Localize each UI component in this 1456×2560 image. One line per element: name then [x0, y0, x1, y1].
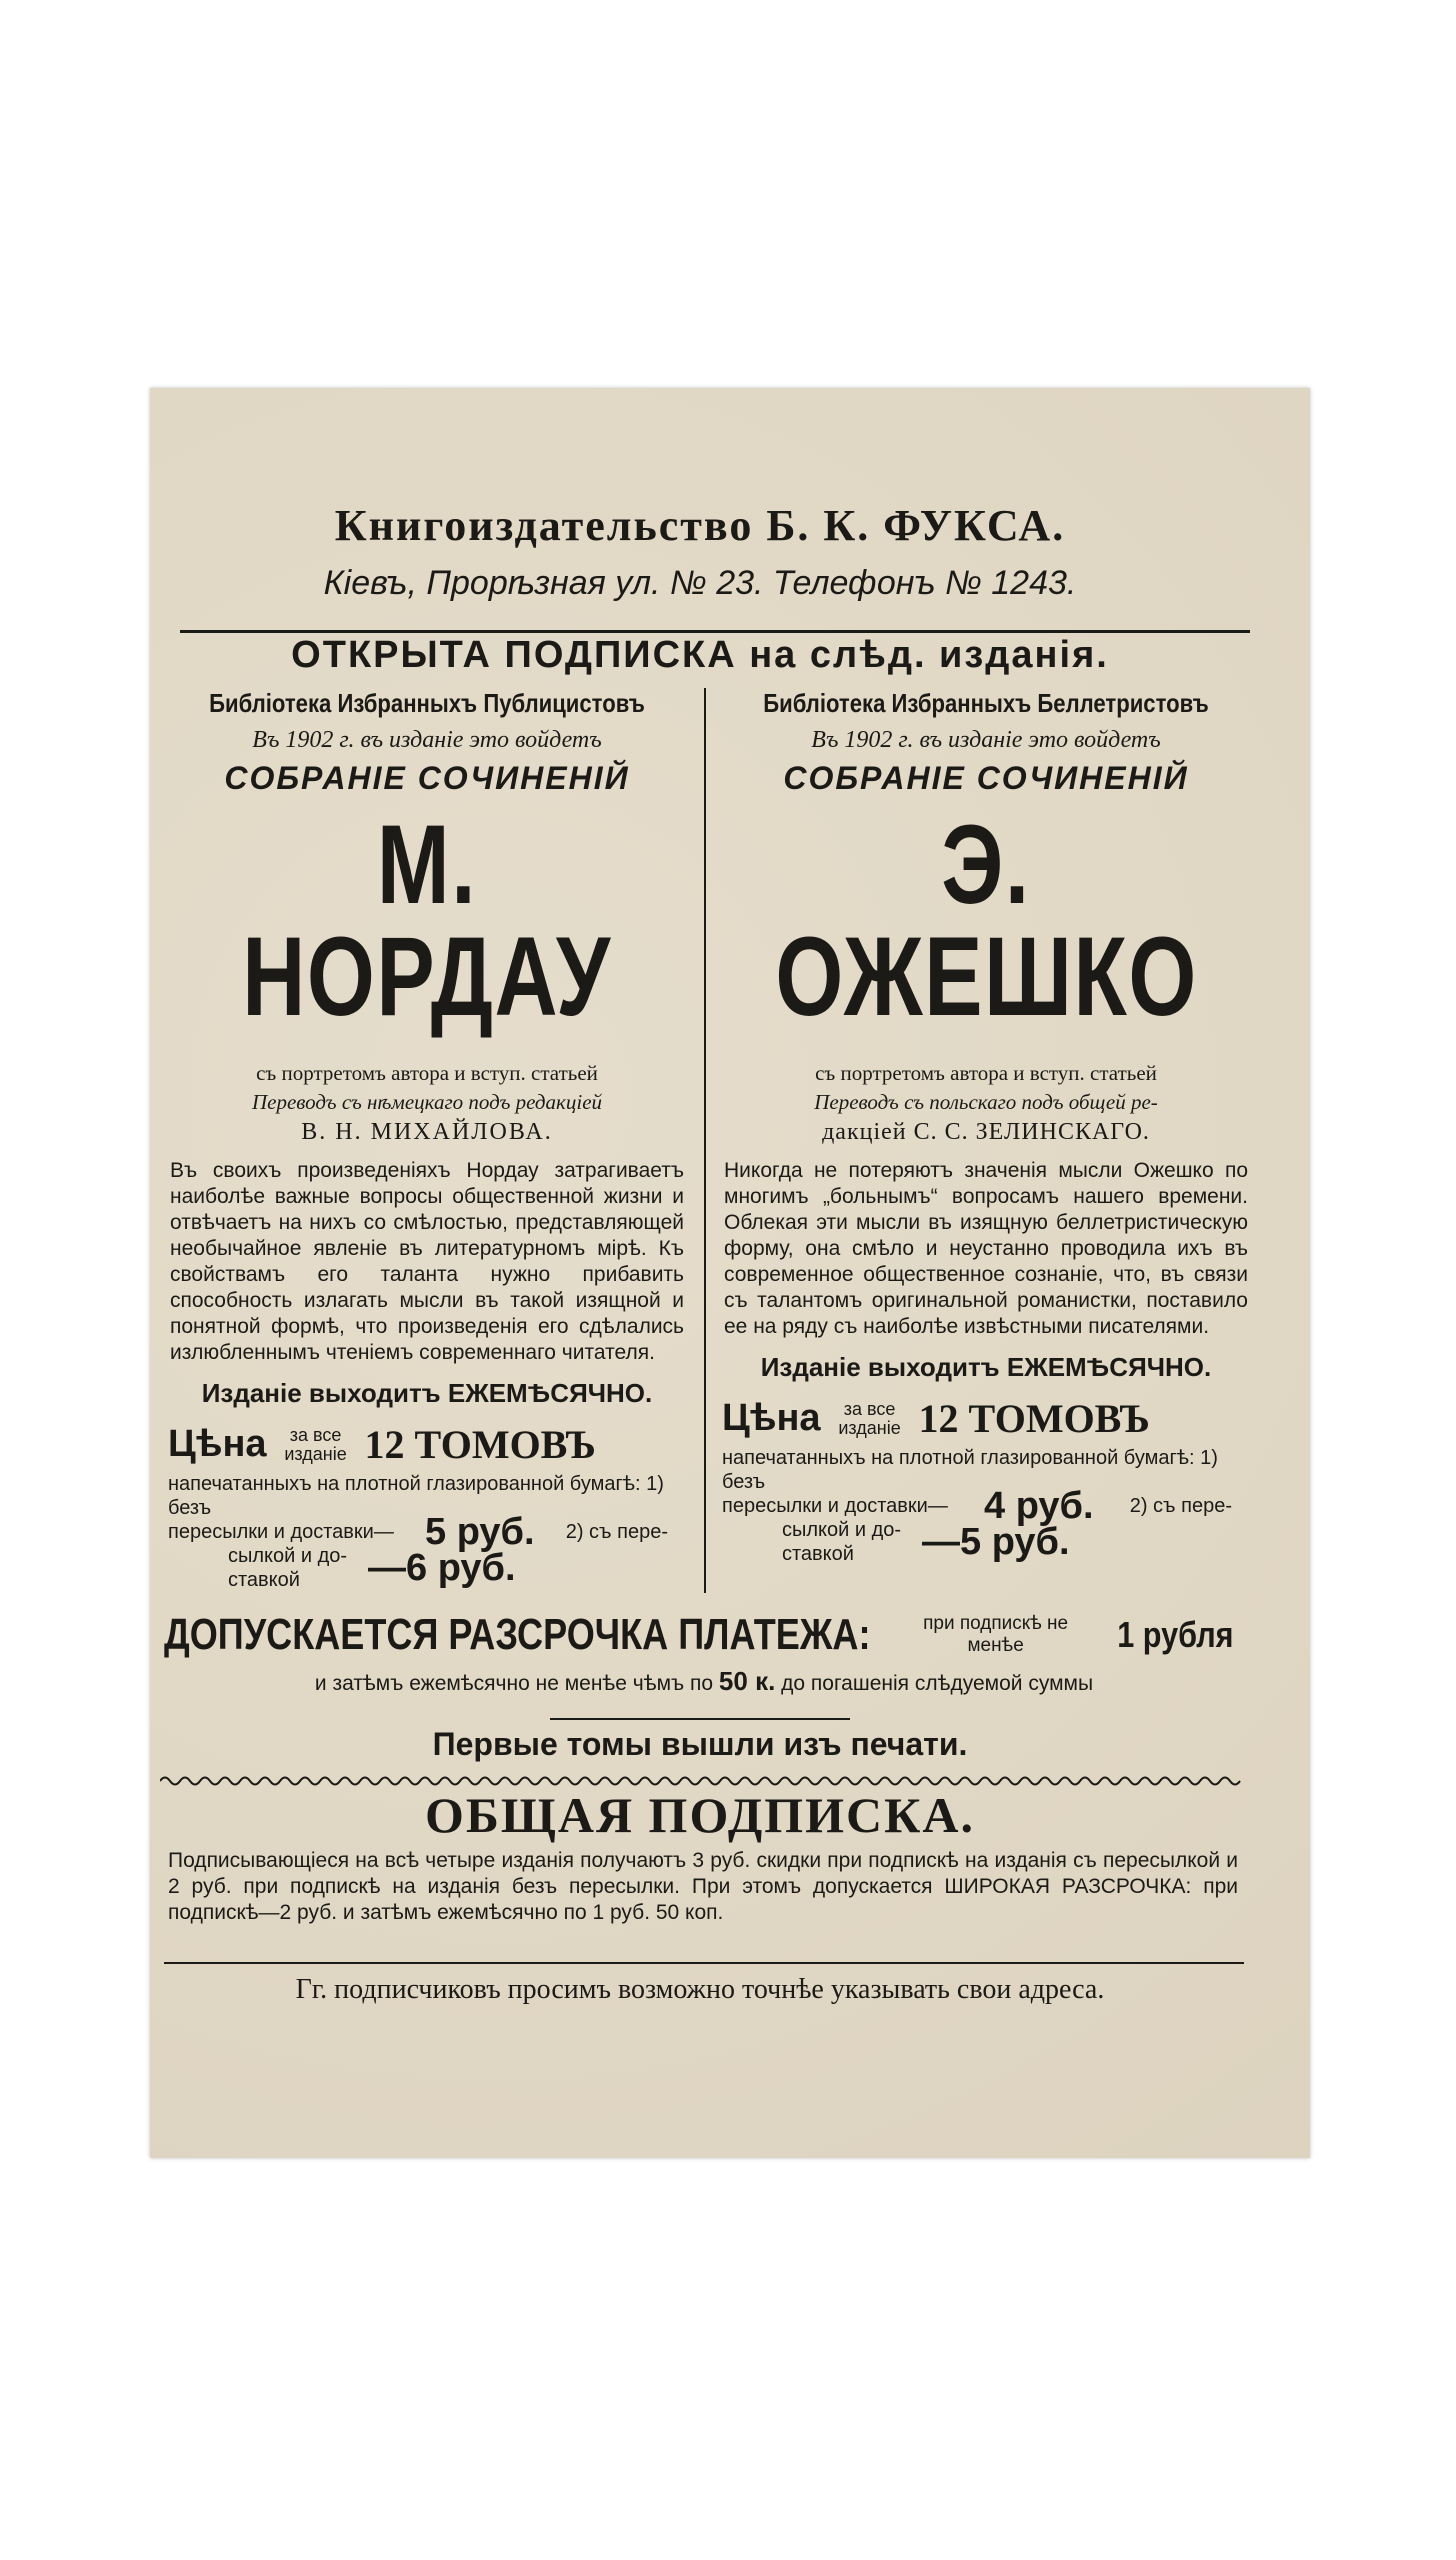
right-no-delivery: пересылки и доставки— [722, 1495, 948, 1517]
publisher-address: Кіевъ, Прорѣзная ул. № 23. Телефонъ № 1243. [323, 564, 1077, 602]
installment-then-prefix: и затѣмъ ежемѣсячно не менѣе чѣмъ по [314, 1672, 714, 1695]
installment-condition: при подпискѣ не менѣе [923, 1613, 1069, 1656]
right-price-note: за все изданіе [838, 1398, 901, 1438]
installment-block [164, 1610, 1244, 1697]
general-title: ОБЩАЯ ПОДПИСКА. [424, 1787, 976, 1843]
left-column [162, 688, 692, 1592]
left-paper: напечатанныхъ на плотной глазированной бумагѣ: 1) безъ [168, 1473, 664, 1519]
first-volumes: Первые томы вышли изъ печати. [432, 1726, 968, 1762]
left-series: Библіотека Избранныхъ Публицистовъ [209, 688, 645, 718]
left-price-word: Цѣна [168, 1423, 267, 1465]
right-portrait: съ портретомъ автора и вступ. статьей [815, 1061, 1157, 1085]
right-price-word: Цѣна [722, 1397, 821, 1439]
left-opt2: 2) съ пере- [565, 1521, 668, 1543]
right-series: Библіотека Избранныхъ Беллетристовъ [763, 688, 1209, 718]
left-volumes: 12 ТОМОВЪ [364, 1422, 596, 1467]
document-page [150, 388, 1310, 2158]
subscription-heading: ОТКРЫТА ПОДПИСКА на слѣд. изданія. [291, 634, 1109, 676]
right-year-line: Въ 1902 г. въ изданіе это войдетъ [811, 727, 1161, 753]
left-price2: —6 руб. [368, 1547, 516, 1589]
left-with-delivery: сылкой и до- ставкой [228, 1545, 348, 1591]
left-price-row [162, 1421, 692, 1468]
header-rule [180, 630, 1250, 633]
installment-then-amount: 50 к. [718, 1666, 776, 1696]
installment-then [164, 1666, 1244, 1697]
right-price1: 4 руб. [984, 1485, 1094, 1527]
left-author: М. НОРДАУ [242, 802, 612, 1039]
right-opt2: 2) съ пере- [1129, 1495, 1232, 1517]
short-rule [550, 1718, 850, 1720]
installment-amount: 1 рубля [1117, 1614, 1234, 1655]
right-description: Никогда не потеряютъ значенія мысли Ожешко по многимъ „больнымъ“ вопросамъ нашего времени. Облекая эти мысли въ изящную беллетристическую форму, она смѣло и неустанно проводила ихъ въ современное общественное сознаніе, что, въ связи съ талантомъ оригинальной романистки, поставило ее на ряду съ наиболѣе извѣстными писателями. [724, 1159, 1248, 1338]
publisher-title: Книгоиздательство Б. К. ФУКСА. [334, 501, 1066, 550]
right-editor: дакціей С. С. ЗЕЛИНСКАГО. [822, 1119, 1150, 1145]
right-monthly: Изданіе выходитъ ЕЖЕМѢСЯЧНО. [760, 1352, 1212, 1382]
general-text: Подписывающіеся на всѣ четыре изданія получаютъ 3 руб. скидки при подпискѣ на изданія съ пересылкой и 2 руб. при подпискѣ на изданія безъ пересылки. При этомъ допускается ШИРОКАЯ РАЗСРОЧКА: при подпискѣ—2 руб. и затѣмъ ежемѣсячно по 1 руб. 50 коп. [168, 1849, 1238, 1924]
right-translation: Переводъ съ польскаго подъ общей ре- [814, 1090, 1158, 1114]
left-portrait: съ портретомъ автора и вступ. статьей [256, 1061, 598, 1085]
left-collected: СОБРАНІЕ СОЧИНЕНІЙ [224, 760, 630, 796]
left-no-delivery: пересылки и доставки— [168, 1521, 394, 1543]
left-monthly: Изданіе выходитъ ЕЖЕМѢСЯЧНО. [201, 1378, 653, 1408]
footer-note: Гг. подписчиковъ просимъ возможно точнѣе указывать свои адреса. [295, 1974, 1105, 2005]
right-author: Э. ОЖЕШКО [775, 802, 1198, 1039]
right-collected: СОБРАНІЕ СОЧИНЕНІЙ [783, 760, 1189, 796]
left-price-note: за все изданіе [284, 1424, 347, 1464]
right-paper: напечатанныхъ на плотной глазированной бумагѣ: 1) безъ [722, 1447, 1218, 1493]
left-editor: В. Н. МИХАЙЛОВА. [301, 1119, 553, 1145]
footer-rule [164, 1962, 1244, 1964]
installment-title: ДОПУСКАЕТСЯ РАЗСРОЧКА ПЛАТЕЖА: [164, 1610, 871, 1659]
left-price1: 5 руб. [425, 1511, 535, 1553]
right-price-row [716, 1395, 1256, 1442]
column-divider [704, 688, 706, 1593]
right-price2: —5 руб. [922, 1521, 1070, 1563]
right-volumes: 12 ТОМОВЪ [918, 1396, 1150, 1441]
right-column [716, 688, 1256, 1566]
right-price-lines [716, 1446, 1256, 1566]
left-year-line: Въ 1902 г. въ изданіе это войдетъ [252, 727, 602, 753]
left-description: Въ своихъ произведеніяхъ Нордау затрагиваетъ наиболѣе важные вопросы общественной жизни и отвѣчаетъ на нихъ со смѣлостью, представляющей необычайное явленіе въ литературномъ мірѣ. Къ свойствамъ его таланта нужно прибавить способность излагать мысли въ такой изящной и понятной формѣ, что произведенія его сдѣлались излюбленнымъ чтеніемъ современнаго читателя. [170, 1159, 684, 1364]
right-with-delivery: сылкой и до- ставкой [782, 1519, 902, 1565]
left-translation: Переводъ съ нѣмецкаго подъ редакціей [251, 1090, 603, 1114]
installment-then-suffix: до погашенія слѣдуемой суммы [781, 1672, 1094, 1695]
left-price-lines [162, 1472, 692, 1592]
